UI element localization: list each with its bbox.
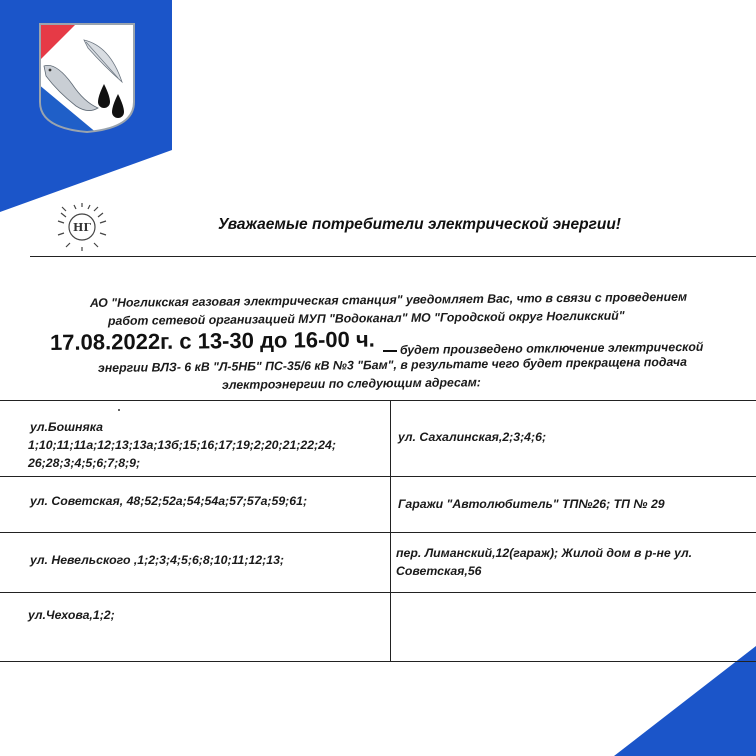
table-row-divider-3	[0, 592, 756, 593]
header-divider	[30, 256, 756, 257]
address-street: ул. Советская, 48;52;52а;54;54а;57;57а;59;61;	[30, 494, 308, 508]
address-cell-limansky	[396, 544, 692, 580]
address-street: ул.Бошняка	[30, 420, 103, 434]
notice-title: Уважаемые потребители электрической энергии!	[218, 216, 621, 233]
date-underline	[383, 350, 397, 352]
address-cell-boshnyaka	[30, 418, 336, 472]
address-cell-chekhova	[28, 606, 115, 624]
table-row-divider-1	[0, 476, 756, 477]
address-cell-garages	[398, 495, 665, 513]
address-street: пер. Лиманский,12(гараж); Жилой дом в р-не ул.	[396, 546, 693, 560]
address-cell-nevelskogo	[30, 551, 284, 569]
address-street: ул. Невельского ,1;2;3;4;5;6;8;10;11;12;13;	[30, 553, 285, 567]
outage-date-time: 17.08.2022г. с 13-30 до 16-00 ч.	[49, 326, 375, 355]
address-cell-sovetskaya	[30, 492, 307, 510]
notice-line-3: будет произведено отключение электрической	[399, 339, 704, 357]
table-bottom-border	[0, 661, 756, 662]
address-houses: Советская,56	[396, 564, 482, 578]
address-street: Гаражи "Автолюбитель" ТП№26; ТП № 29	[398, 497, 665, 511]
scan-speck	[118, 409, 120, 411]
notice-line-4: энергии ВЛЗ- 6 кВ "Л-5НБ" ПС-35/6 кВ №3 "Бам", в результате чего будет прекращена подача	[97, 354, 687, 375]
table-top-border	[0, 400, 756, 401]
address-cell-sakhalinskaya	[398, 428, 546, 446]
address-street: ул. Сахалинская,2;3;4;6;	[398, 430, 547, 444]
notice-line-5: электроэнергии по следующим адресам:	[221, 375, 481, 392]
table-row-divider-2	[0, 532, 756, 533]
address-street: ул.Чехова,1;2;	[28, 608, 115, 622]
address-houses: 1;10;11;11а;12;13;13а;13б;15;16;17;19;2;20;21;22;24;	[28, 438, 336, 452]
ngs-station-logo-icon	[54, 203, 110, 251]
ngs-logo-text: НГ	[73, 221, 91, 234]
notice-line-2: работ сетевой организацией МУП "Водоканал" МО "Городской округ Ногликский"	[107, 308, 625, 328]
table-column-divider	[390, 400, 391, 662]
address-houses: 26;28;3;4;5;6;7;8;9;	[28, 456, 141, 470]
notice-line-1: АО "Ногликская газовая электрическая станция" уведомляет Вас, что в связи с проведением	[89, 289, 688, 310]
